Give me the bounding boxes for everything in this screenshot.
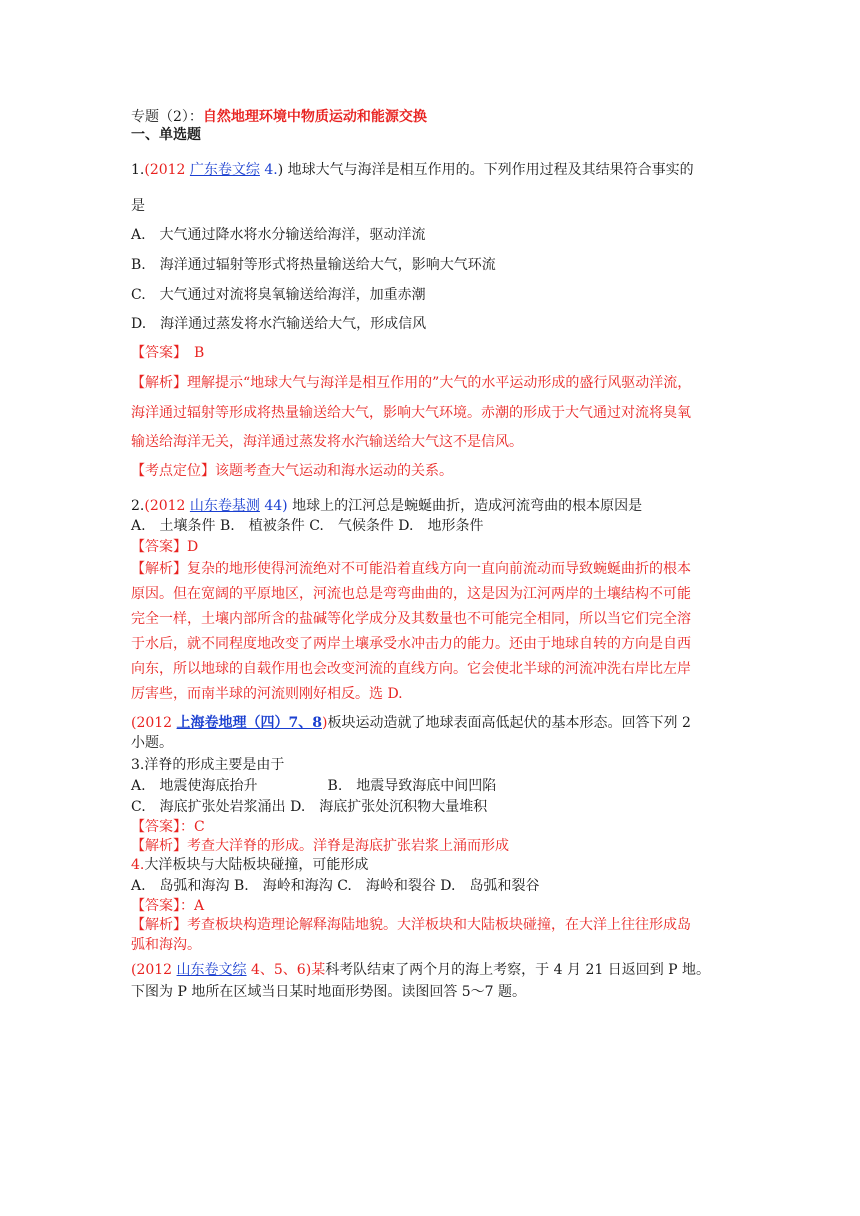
q2-analysis-3: 完全一样，土壤内部所含的盐碱等化学成分及其数量也不可能完全相同，所以当它们完全溶 — [131, 611, 691, 627]
q1-source-link[interactable]: 广东卷文综 — [189, 162, 260, 178]
q57-intro: 科考队结束了两个月的海上考察，于 4 月 21 日返回到 P 地。 — [325, 962, 711, 978]
q2-analysis-1: 【解析】复杂的地形使得河流绝对不可能沿着直线方向一直向前流动而导致蜿蜒曲折的根本 — [131, 561, 691, 577]
q2-source-open: (2012 — [144, 498, 190, 514]
q57-source-open: (2012 — [131, 962, 177, 978]
q4-answer: 【答案】：A — [131, 898, 205, 914]
topic-heading — [131, 107, 427, 127]
section-title: 一、单选题 — [131, 127, 201, 143]
q34-intro: 板块运动造就了地球表面高低起伏的基本形态。回答下列 2 — [327, 715, 691, 731]
q4-number: 4. — [131, 857, 145, 873]
q4-options: A. 岛弧和海沟 B. 海岭和海沟 C. 海岭和裂谷 D. 岛弧和裂谷 — [131, 878, 540, 894]
q57-source-link[interactable]: 山东卷文综 — [176, 962, 247, 978]
q3-stem: 3.洋脊的形成主要是由于 — [131, 757, 285, 773]
q3-options-2: C. 海底扩张处岩浆涌出 D. 海底扩张处沉积物大量堆积 — [131, 799, 488, 815]
q2-analysis-6: 厉害些，而南半球的河流则刚好相反。选 D. — [131, 686, 403, 702]
q1-point: 【考点定位】该题考查大气运动和海水运动的关系。 — [131, 463, 453, 479]
q2-analysis-4: 于水后，就不同程度地改变了两岸土壤承受水冲击力的能力。还由于地球自转的方向是自西 — [131, 636, 691, 652]
topic-title: 自然地理环境中物质运动和能源交换 — [202, 109, 427, 125]
q1-option-d: D. 海洋通过蒸发将水汽输送给大气，形成信风 — [131, 316, 427, 332]
q1-analysis-2: 海洋通过辐射等形成将热量输送给大气，影响大气环境。赤潮的形成于大气通过对流将臭氧 — [131, 405, 691, 421]
q1-option-b: B. 海洋通过辐射等形式将热量输送给大气，影响大气环流 — [131, 257, 496, 273]
q2-analysis-5: 向东，所以地球的自载作用也会改变河流的直线方向。它会使北半球的河流冲洗右岸比左岸 — [131, 661, 691, 677]
q34-source-open: (2012 — [131, 715, 177, 731]
q2-answer: 【答案】D — [131, 539, 199, 555]
q4-analysis-1: 【解析】考查板块构造理论解释海陆地貌。大洋板块和大陆板块碰撞，在大洋上往往形成岛 — [131, 917, 691, 933]
q2-options: A. 土壤条件 B. 植被条件 C. 气候条件 D. 地形条件 — [131, 518, 484, 534]
q4-analysis-2: 弧和海沟。 — [131, 937, 201, 953]
q4-stem-line — [131, 855, 368, 875]
q1-analysis-3: 输送给海洋无关，海洋通过蒸发将水汽输送给大气这不是信风。 — [131, 434, 523, 450]
q1-source-open: (2012 — [144, 162, 190, 178]
q2-source-after: 44) — [259, 498, 288, 514]
q34-intro-cont: 小题。 — [131, 735, 173, 751]
q1-analysis-1: 【解析】理解提示“地球大气与海洋是相互作用的”大气的水平运动形成的盛行风驱动洋流， — [131, 375, 692, 391]
q1-number: 1. — [131, 162, 145, 178]
q34-intro-line — [131, 713, 691, 733]
q3-analysis: 【解析】考查大洋脊的形成。洋脊是海底扩张岩浆上涌而形成 — [131, 838, 509, 854]
q57-intro-cont: 下图为 P 地所在区域当日某时地面形势图。读图回答 5～7 题。 — [131, 984, 527, 1000]
q1-stem-cont: 是 — [131, 198, 145, 214]
q57-source-after: 4、5、6) — [246, 962, 312, 978]
q3-answer: 【答案】：C — [131, 819, 205, 835]
q1-option-c: C. 大气通过对流将臭氧输送给海洋，加重赤潮 — [131, 287, 426, 303]
topic-prefix: 专题（2）： — [131, 109, 203, 125]
q1-source-after: 4. — [259, 162, 278, 178]
q34-source-close: ) — [322, 715, 328, 731]
q3-options-1: A. 地震使海底抬升 B. 地震导致海底中间凹陷 — [131, 778, 497, 794]
q57-intro-red: 某 — [311, 962, 326, 978]
q57-intro-line — [131, 960, 710, 980]
q2-stem-line — [131, 496, 642, 516]
q1-answer: 【答案】 B — [131, 345, 205, 361]
q2-number: 2. — [131, 498, 145, 514]
q4-stem: 大洋板块与大陆板块碰撞，可能形成 — [144, 857, 369, 873]
q2-source-link[interactable]: 山东卷基测 — [189, 498, 260, 514]
q1-option-a: A. 大气通过降水将水分输送给海洋，驱动洋流 — [131, 227, 426, 243]
q2-analysis-2: 原因。但在宽阔的平原地区，河流也总是弯弯曲曲的，这是因为江河两岸的土壤结构不可能 — [131, 586, 691, 602]
q1-stem-line — [131, 160, 694, 180]
q34-source-link[interactable]: 上海卷地理（四）7、8 — [176, 715, 323, 731]
q1-stem: ) 地球大气与海洋是相互作用的。下列作用过程及其结果符合事实的 — [277, 162, 694, 178]
q2-stem: 地球上的江河总是蜿蜒曲折，造成河流弯曲的根本原因是 — [287, 498, 643, 514]
